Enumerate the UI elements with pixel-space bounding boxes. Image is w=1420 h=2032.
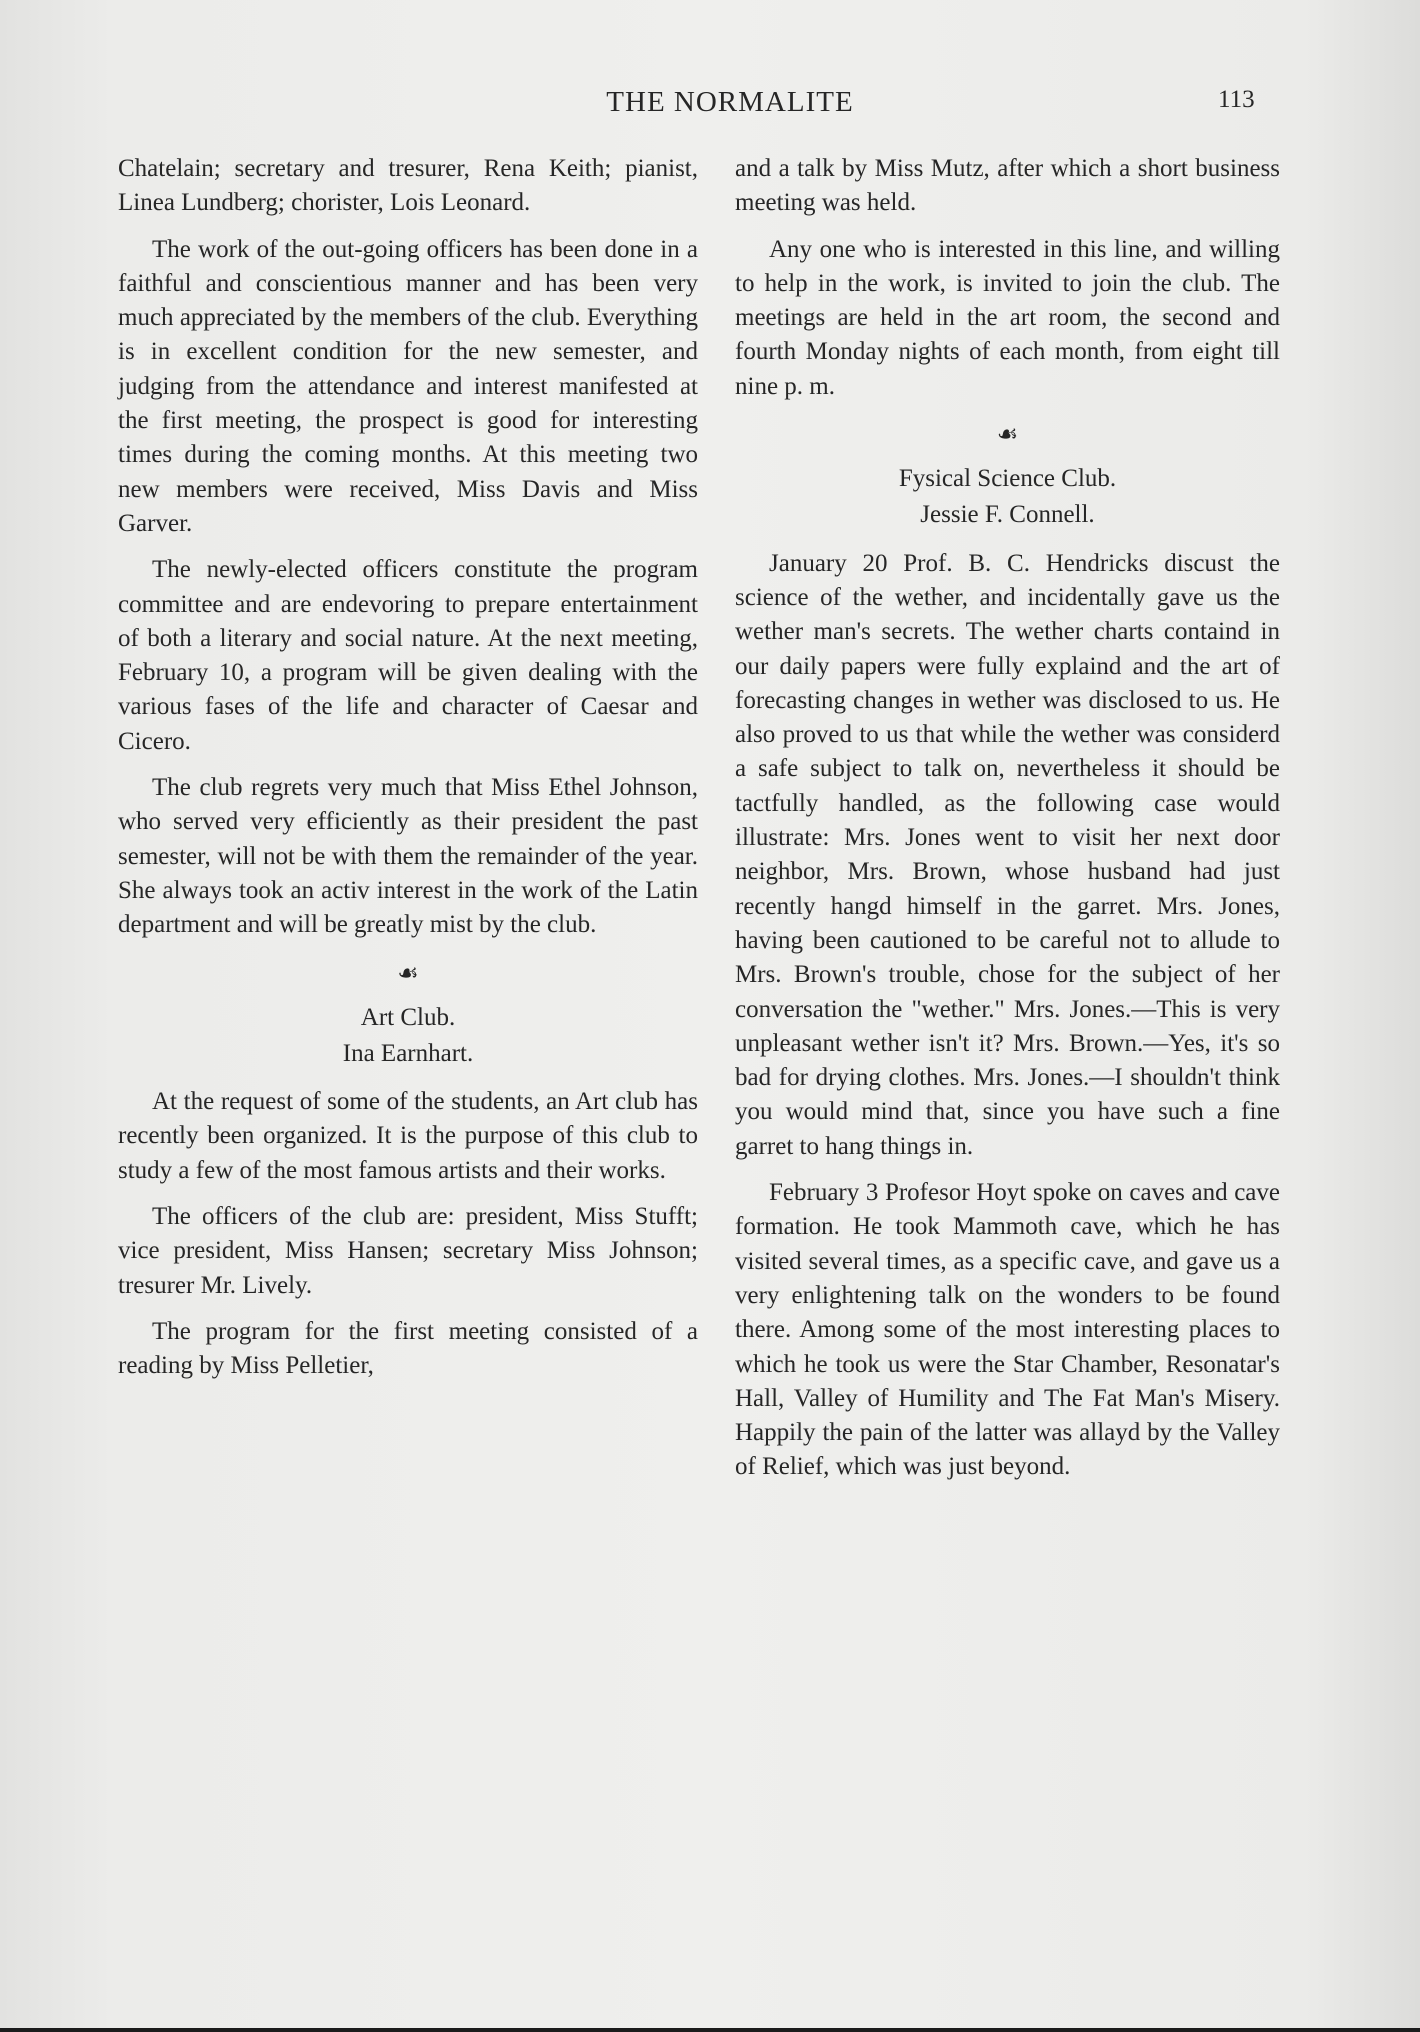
paragraph: Any one who is interested in this line, and willing to help in the work, is invited to join the club. The meetings are held in the art room, the second and fourth Monday nights of each month, from eight till nine p. m. xyxy=(735,235,1280,400)
art-club-heading: Art Club. xyxy=(360,1003,456,1031)
paragraph: The program for the first meeting consisted of a reading by Miss Pelletier, xyxy=(118,1317,698,1380)
running-header-title: THE NORMALITE xyxy=(606,86,854,118)
page-number: 113 xyxy=(1218,86,1255,113)
paragraph: and a talk by Miss Mutz, after which a short business meeting was held. xyxy=(735,155,1280,217)
right-column xyxy=(735,152,1280,1497)
paragraph: The work of the out-going officers has been done in a faithful and conscientious manner and has been very much appreciated by the members of the club. Everything is in excellent condition for the new semester, and judging from the attendance and interest manifested at the first meeting, the prospect is good for interesting times during the coming months. At this meeting two new members were received, Miss Davis and Miss Garver. xyxy=(118,235,698,537)
paragraph: The newly-elected officers constitute the program committee and are endevoring to prepare entertainment of both a literary and social nature. At the next meeting, February 10, a program will be given dealing with the various fases of the life and character of Caesar and Cicero. xyxy=(118,556,698,755)
paragraph: At the request of some of the students, an Art club has recently been organized. It is the purpose of this club to study a few of the most famous artists and their works. xyxy=(118,1088,698,1184)
paragraph: January 20 Prof. B. C. Hendricks discust the science of the wether, and incidentally gave us the wether man's secrets. The wether charts containd in our daily papers were fully explaind and the art of forecasting changes in wether was disclosed to us. He also proved to us that while the wether was considerd a safe subject to talk on, nevertheless it should be tactfully handled, as the following case would illustrate: Mrs. Jones went to visit her next door neighbor, Mrs. Brown, whose husband had just recently hangd himself in the garret. Mrs. Jones, having been cautioned to be careful not to allude to Mrs. Brown's trouble, chose for the subject of her conversation the "wether." Mrs. Jones.—This is very unpleasant wether isn't it? Mrs. Brown.—Yes, it's so bad for drying clothes. Mrs. Jones.—I shouldn't think you would mind that, since you have such a fine garret to hang things in. xyxy=(735,549,1280,1160)
paragraph: February 3 Profesor Hoyt spoke on caves and cave formation. He took Mammoth cave, which he has visited several times, as a specific cave, and gave us a very enlightening talk on the wonders to be found there. Among some of the most interesting places to which he took us were the Star Chamber, Resonatar's Hall, Valley of Humility and The Fat Man's Misery. Happily the pain of the latter was allayd by the Valley of Relief, which was just beyond. xyxy=(735,1179,1280,1481)
section-ornament: ☙ xyxy=(397,960,419,987)
fysical-science-club-heading: Fysical Science Club. xyxy=(898,465,1117,493)
paragraph: Chatelain; secretary and tresurer, Rena Keith; pianist, Linea Lundberg; chorister, Lois Leonard. xyxy=(118,155,698,217)
section-ornament: ☙ xyxy=(996,422,1019,449)
art-club-author: Ina Earnhart. xyxy=(342,1039,474,1067)
paragraph: The officers of the club are: president, Miss Stufft; vice president, Miss Hansen; secretary Miss Johnson; tresurer Mr. Lively. xyxy=(118,1203,698,1299)
fysical-science-club-author: Jessie F. Connell. xyxy=(920,501,1095,529)
page-bottom-edge xyxy=(0,2028,1420,2032)
paragraph: The club regrets very much that Miss Ethel Johnson, who served very efficiently as their president the past semester, will not be with them the remainder of the year. She always took an activ interest in the work of the Latin department and will be greatly mist by the club. xyxy=(118,774,698,939)
left-column xyxy=(118,152,698,1396)
